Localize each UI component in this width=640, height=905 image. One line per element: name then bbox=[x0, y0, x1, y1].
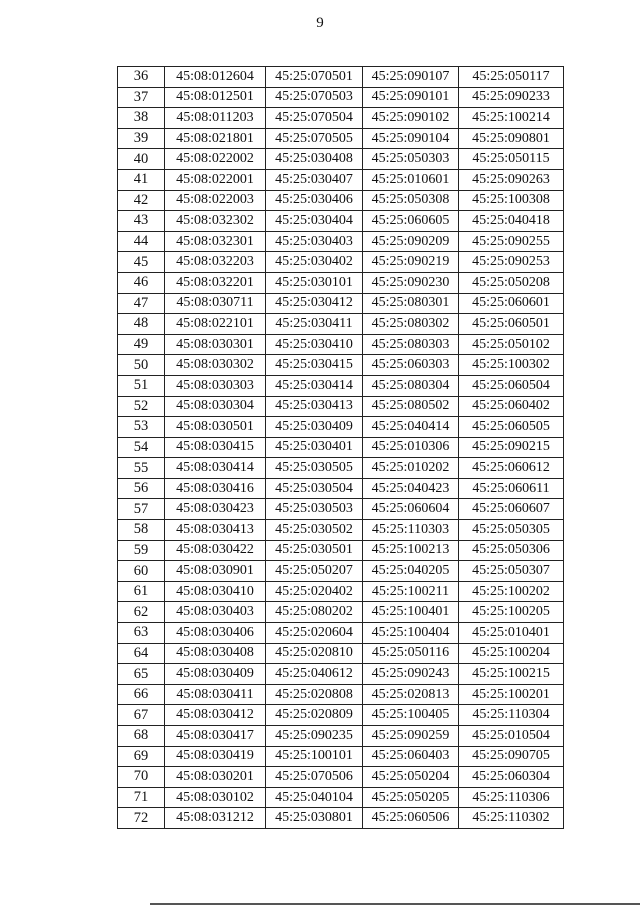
code-cell-col4: 45:25:060402 bbox=[459, 396, 564, 417]
page-number: 9 bbox=[316, 15, 324, 31]
code-cell-col3: 45:25:050204 bbox=[363, 767, 459, 788]
code-cell-col3: 45:25:050205 bbox=[363, 787, 459, 808]
code-cell-col4: 45:25:100215 bbox=[459, 664, 564, 685]
code-cell-col1: 45:08:032201 bbox=[165, 272, 266, 293]
code-cell-col1: 45:08:022003 bbox=[165, 190, 266, 211]
table-row bbox=[118, 458, 564, 479]
code-cell-col4: 45:25:100201 bbox=[459, 684, 564, 705]
table-row bbox=[118, 767, 564, 788]
code-cell-col3: 45:25:040414 bbox=[363, 417, 459, 438]
code-cell-col2: 45:25:070503 bbox=[266, 87, 363, 108]
code-cell-col1: 45:08:030304 bbox=[165, 396, 266, 417]
code-cell-col2: 45:25:030415 bbox=[266, 355, 363, 376]
row-number-cell: 51 bbox=[118, 375, 165, 396]
code-cell-col2: 45:25:030414 bbox=[266, 375, 363, 396]
code-cell-col2: 45:25:030407 bbox=[266, 169, 363, 190]
table-row bbox=[118, 190, 564, 211]
code-cell-col3: 45:25:080502 bbox=[363, 396, 459, 417]
table-row bbox=[118, 108, 564, 129]
code-cell-col3: 45:25:040205 bbox=[363, 561, 459, 582]
code-cell-col4: 45:25:050115 bbox=[459, 149, 564, 170]
code-cell-col2: 45:25:020604 bbox=[266, 623, 363, 644]
row-number-cell: 41 bbox=[118, 169, 165, 190]
code-cell-col2: 45:25:030412 bbox=[266, 293, 363, 314]
code-cell-col4: 45:25:090253 bbox=[459, 252, 564, 273]
table-body bbox=[118, 67, 564, 829]
table-row bbox=[118, 602, 564, 623]
code-cell-col4: 45:25:050306 bbox=[459, 540, 564, 561]
code-cell-col2: 45:25:030408 bbox=[266, 149, 363, 170]
row-number-cell: 68 bbox=[118, 726, 165, 747]
code-cell-col4: 45:25:060611 bbox=[459, 478, 564, 499]
row-number-cell: 57 bbox=[118, 499, 165, 520]
code-cell-col1: 45:08:022001 bbox=[165, 169, 266, 190]
code-cell-col4: 45:25:060607 bbox=[459, 499, 564, 520]
code-cell-col1: 45:08:030423 bbox=[165, 499, 266, 520]
code-cell-col2: 45:25:040612 bbox=[266, 664, 363, 685]
row-number-cell: 72 bbox=[118, 808, 165, 829]
code-cell-col2: 45:25:070506 bbox=[266, 767, 363, 788]
table-row bbox=[118, 396, 564, 417]
code-cell-col1: 45:08:030417 bbox=[165, 726, 266, 747]
code-cell-col2: 45:25:080202 bbox=[266, 602, 363, 623]
table-row bbox=[118, 623, 564, 644]
code-cell-col3: 45:25:010306 bbox=[363, 437, 459, 458]
table-row bbox=[118, 520, 564, 541]
code-cell-col2: 45:25:030101 bbox=[266, 272, 363, 293]
code-cell-col2: 45:25:030410 bbox=[266, 334, 363, 355]
row-number-cell: 71 bbox=[118, 787, 165, 808]
table-row bbox=[118, 478, 564, 499]
table-row bbox=[118, 808, 564, 829]
table-row bbox=[118, 334, 564, 355]
code-cell-col4: 45:25:100214 bbox=[459, 108, 564, 129]
code-cell-col3: 45:25:090259 bbox=[363, 726, 459, 747]
table-row bbox=[118, 128, 564, 149]
row-number-cell: 52 bbox=[118, 396, 165, 417]
row-number-cell: 69 bbox=[118, 746, 165, 767]
table-row bbox=[118, 355, 564, 376]
table-row bbox=[118, 684, 564, 705]
code-cell-col2: 45:25:020402 bbox=[266, 581, 363, 602]
code-cell-col4: 45:25:100302 bbox=[459, 355, 564, 376]
table-row bbox=[118, 417, 564, 438]
code-cell-col2: 45:25:030401 bbox=[266, 437, 363, 458]
code-cell-col2: 45:25:100101 bbox=[266, 746, 363, 767]
row-number-cell: 61 bbox=[118, 581, 165, 602]
code-cell-col2: 45:25:030402 bbox=[266, 252, 363, 273]
code-cell-col2: 45:25:030502 bbox=[266, 520, 363, 541]
code-cell-col1: 45:08:030412 bbox=[165, 705, 266, 726]
code-cell-col2: 45:25:020808 bbox=[266, 684, 363, 705]
table-row bbox=[118, 499, 564, 520]
code-cell-col1: 45:08:022101 bbox=[165, 314, 266, 335]
code-cell-col1: 45:08:022002 bbox=[165, 149, 266, 170]
code-cell-col3: 45:25:110303 bbox=[363, 520, 459, 541]
table-row bbox=[118, 787, 564, 808]
code-cell-col1: 45:08:032203 bbox=[165, 252, 266, 273]
code-cell-col2: 45:25:030801 bbox=[266, 808, 363, 829]
code-cell-col2: 45:25:030503 bbox=[266, 499, 363, 520]
table-row bbox=[118, 726, 564, 747]
code-cell-col3: 45:25:100401 bbox=[363, 602, 459, 623]
code-cell-col4: 45:25:110304 bbox=[459, 705, 564, 726]
code-cell-col3: 45:25:060506 bbox=[363, 808, 459, 829]
row-number-cell: 63 bbox=[118, 623, 165, 644]
row-number-cell: 43 bbox=[118, 211, 165, 232]
table-row bbox=[118, 231, 564, 252]
code-cell-col1: 45:08:030410 bbox=[165, 581, 266, 602]
row-number-cell: 47 bbox=[118, 293, 165, 314]
code-cell-col4: 45:25:060504 bbox=[459, 375, 564, 396]
code-cell-col2: 45:25:020809 bbox=[266, 705, 363, 726]
row-number-cell: 67 bbox=[118, 705, 165, 726]
row-number-cell: 65 bbox=[118, 664, 165, 685]
row-number-cell: 36 bbox=[118, 67, 165, 88]
table-row bbox=[118, 375, 564, 396]
code-cell-col2: 45:25:030409 bbox=[266, 417, 363, 438]
row-number-cell: 42 bbox=[118, 190, 165, 211]
code-cell-col2: 45:25:020810 bbox=[266, 643, 363, 664]
code-cell-col3: 45:25:090243 bbox=[363, 664, 459, 685]
row-number-cell: 62 bbox=[118, 602, 165, 623]
code-cell-col3: 45:25:090209 bbox=[363, 231, 459, 252]
code-cell-col1: 45:08:012501 bbox=[165, 87, 266, 108]
code-cell-col3: 45:25:060403 bbox=[363, 746, 459, 767]
row-number-cell: 54 bbox=[118, 437, 165, 458]
code-cell-col4: 45:25:050305 bbox=[459, 520, 564, 541]
code-cell-col1: 45:08:021801 bbox=[165, 128, 266, 149]
code-cell-col1: 45:08:030409 bbox=[165, 664, 266, 685]
code-cell-col2: 45:25:030505 bbox=[266, 458, 363, 479]
table-row bbox=[118, 272, 564, 293]
code-cell-col4: 45:25:060601 bbox=[459, 293, 564, 314]
table-row bbox=[118, 67, 564, 88]
code-cell-col2: 45:25:030504 bbox=[266, 478, 363, 499]
code-cell-col3: 45:25:080301 bbox=[363, 293, 459, 314]
row-number-cell: 48 bbox=[118, 314, 165, 335]
code-cell-col1: 45:08:030413 bbox=[165, 520, 266, 541]
table-row bbox=[118, 437, 564, 458]
row-number-cell: 58 bbox=[118, 520, 165, 541]
table-row bbox=[118, 581, 564, 602]
table-row bbox=[118, 561, 564, 582]
code-cell-col2: 45:25:030501 bbox=[266, 540, 363, 561]
code-cell-col1: 45:08:030415 bbox=[165, 437, 266, 458]
code-cell-col1: 45:08:030501 bbox=[165, 417, 266, 438]
row-number-cell: 38 bbox=[118, 108, 165, 129]
code-cell-col2: 45:25:030411 bbox=[266, 314, 363, 335]
code-cell-col4: 45:25:050307 bbox=[459, 561, 564, 582]
code-cell-col2: 45:25:030406 bbox=[266, 190, 363, 211]
table-row bbox=[118, 169, 564, 190]
code-cell-col1: 45:08:012604 bbox=[165, 67, 266, 88]
code-cell-col4: 45:25:090705 bbox=[459, 746, 564, 767]
code-cell-col2: 45:25:030403 bbox=[266, 231, 363, 252]
code-cell-col4: 45:25:110302 bbox=[459, 808, 564, 829]
code-cell-col4: 45:25:060505 bbox=[459, 417, 564, 438]
code-cell-col1: 45:08:030411 bbox=[165, 684, 266, 705]
code-cell-col3: 45:25:060605 bbox=[363, 211, 459, 232]
code-cell-col4: 45:25:060612 bbox=[459, 458, 564, 479]
code-cell-col1: 45:08:030403 bbox=[165, 602, 266, 623]
table-row bbox=[118, 540, 564, 561]
code-cell-col1: 45:08:030901 bbox=[165, 561, 266, 582]
row-number-cell: 40 bbox=[118, 149, 165, 170]
code-cell-col3: 45:25:090104 bbox=[363, 128, 459, 149]
code-cell-col3: 45:25:090102 bbox=[363, 108, 459, 129]
code-cell-col4: 45:25:100205 bbox=[459, 602, 564, 623]
row-number-cell: 70 bbox=[118, 767, 165, 788]
code-cell-col3: 45:25:080304 bbox=[363, 375, 459, 396]
code-cell-col3: 45:25:060604 bbox=[363, 499, 459, 520]
code-cell-col1: 45:08:030302 bbox=[165, 355, 266, 376]
code-cell-col3: 45:25:040423 bbox=[363, 478, 459, 499]
row-number-cell: 45 bbox=[118, 252, 165, 273]
code-cell-col2: 45:25:070501 bbox=[266, 67, 363, 88]
code-cell-col4: 45:25:060304 bbox=[459, 767, 564, 788]
code-cell-col2: 45:25:090235 bbox=[266, 726, 363, 747]
code-cell-col4: 45:25:010504 bbox=[459, 726, 564, 747]
row-number-cell: 44 bbox=[118, 231, 165, 252]
code-cell-col1: 45:08:032301 bbox=[165, 231, 266, 252]
code-cell-col2: 45:25:070504 bbox=[266, 108, 363, 129]
row-number-cell: 56 bbox=[118, 478, 165, 499]
row-number-cell: 46 bbox=[118, 272, 165, 293]
code-cell-col4: 45:25:110306 bbox=[459, 787, 564, 808]
code-cell-col4: 45:25:100308 bbox=[459, 190, 564, 211]
cadastral-table bbox=[117, 66, 564, 829]
table-row bbox=[118, 746, 564, 767]
code-cell-col3: 45:25:050308 bbox=[363, 190, 459, 211]
code-cell-col3: 45:25:100211 bbox=[363, 581, 459, 602]
code-cell-col1: 45:08:030301 bbox=[165, 334, 266, 355]
code-cell-col1: 45:08:030408 bbox=[165, 643, 266, 664]
row-number-cell: 55 bbox=[118, 458, 165, 479]
row-number-cell: 53 bbox=[118, 417, 165, 438]
table-row bbox=[118, 293, 564, 314]
code-cell-col1: 45:08:030711 bbox=[165, 293, 266, 314]
code-cell-col4: 45:25:040418 bbox=[459, 211, 564, 232]
code-cell-col3: 45:25:080303 bbox=[363, 334, 459, 355]
code-cell-col1: 45:08:030416 bbox=[165, 478, 266, 499]
code-cell-col3: 45:25:090101 bbox=[363, 87, 459, 108]
code-cell-col2: 45:25:070505 bbox=[266, 128, 363, 149]
row-number-cell: 37 bbox=[118, 87, 165, 108]
code-cell-col3: 45:25:050116 bbox=[363, 643, 459, 664]
code-cell-col4: 45:25:090215 bbox=[459, 437, 564, 458]
row-number-cell: 50 bbox=[118, 355, 165, 376]
row-number-cell: 60 bbox=[118, 561, 165, 582]
code-cell-col1: 45:08:030414 bbox=[165, 458, 266, 479]
row-number-cell: 59 bbox=[118, 540, 165, 561]
code-cell-col3: 45:25:090230 bbox=[363, 272, 459, 293]
code-cell-col3: 45:25:060303 bbox=[363, 355, 459, 376]
row-number-cell: 39 bbox=[118, 128, 165, 149]
code-cell-col3: 45:25:100404 bbox=[363, 623, 459, 644]
code-cell-col2: 45:25:030404 bbox=[266, 211, 363, 232]
code-cell-col4: 45:25:090233 bbox=[459, 87, 564, 108]
code-cell-col3: 45:25:080302 bbox=[363, 314, 459, 335]
code-cell-col4: 45:25:050102 bbox=[459, 334, 564, 355]
code-cell-col4: 45:25:090263 bbox=[459, 169, 564, 190]
code-cell-col1: 45:08:030419 bbox=[165, 746, 266, 767]
code-cell-col3: 45:25:090219 bbox=[363, 252, 459, 273]
code-cell-col2: 45:25:050207 bbox=[266, 561, 363, 582]
code-cell-col4: 45:25:010401 bbox=[459, 623, 564, 644]
code-cell-col1: 45:08:030406 bbox=[165, 623, 266, 644]
table-row bbox=[118, 664, 564, 685]
code-cell-col1: 45:08:011203 bbox=[165, 108, 266, 129]
code-cell-col4: 45:25:100204 bbox=[459, 643, 564, 664]
code-cell-col3: 45:25:010601 bbox=[363, 169, 459, 190]
table-row bbox=[118, 252, 564, 273]
code-cell-col4: 45:25:050117 bbox=[459, 67, 564, 88]
table-row bbox=[118, 705, 564, 726]
row-number-cell: 66 bbox=[118, 684, 165, 705]
code-cell-col4: 45:25:060501 bbox=[459, 314, 564, 335]
code-cell-col1: 45:08:030303 bbox=[165, 375, 266, 396]
table-row bbox=[118, 87, 564, 108]
table-row bbox=[118, 211, 564, 232]
code-cell-col3: 45:25:100213 bbox=[363, 540, 459, 561]
code-cell-col3: 45:25:050303 bbox=[363, 149, 459, 170]
table-row bbox=[118, 149, 564, 170]
table-row bbox=[118, 314, 564, 335]
code-cell-col4: 45:25:090801 bbox=[459, 128, 564, 149]
code-cell-col3: 45:25:020813 bbox=[363, 684, 459, 705]
code-cell-col3: 45:25:010202 bbox=[363, 458, 459, 479]
row-number-cell: 49 bbox=[118, 334, 165, 355]
code-cell-col4: 45:25:090255 bbox=[459, 231, 564, 252]
code-cell-col2: 45:25:040104 bbox=[266, 787, 363, 808]
code-cell-col1: 45:08:030102 bbox=[165, 787, 266, 808]
code-cell-col4: 45:25:100202 bbox=[459, 581, 564, 602]
code-cell-col3: 45:25:090107 bbox=[363, 67, 459, 88]
code-cell-col1: 45:08:032302 bbox=[165, 211, 266, 232]
code-cell-col1: 45:08:030422 bbox=[165, 540, 266, 561]
code-cell-col2: 45:25:030413 bbox=[266, 396, 363, 417]
table-row bbox=[118, 643, 564, 664]
code-cell-col3: 45:25:100405 bbox=[363, 705, 459, 726]
code-cell-col1: 45:08:030201 bbox=[165, 767, 266, 788]
row-number-cell: 64 bbox=[118, 643, 165, 664]
code-cell-col4: 45:25:050208 bbox=[459, 272, 564, 293]
code-cell-col1: 45:08:031212 bbox=[165, 808, 266, 829]
